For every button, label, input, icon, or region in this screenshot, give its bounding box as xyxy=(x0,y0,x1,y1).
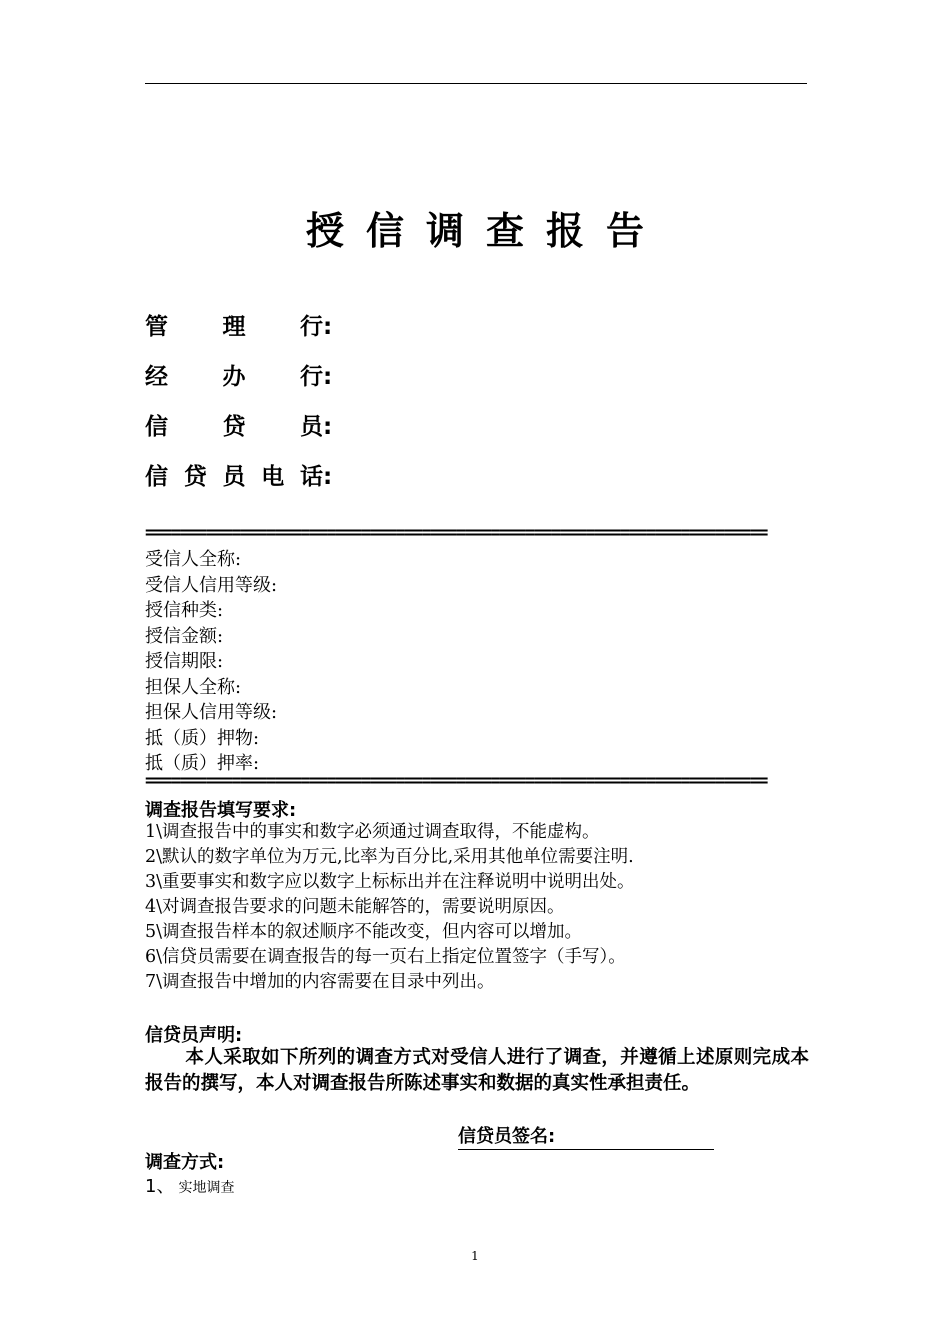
declaration-text-block xyxy=(145,1045,809,1097)
list-item: 担保人信用等级: xyxy=(145,702,278,723)
borrower-info-list xyxy=(145,547,277,777)
list-item: 抵（质）押物: xyxy=(145,727,260,749)
list-item: 受信人信用等级: xyxy=(145,574,278,596)
field-handling-branch xyxy=(145,358,332,392)
list-item-number: 1、 xyxy=(145,1176,175,1197)
separator-line: ======================================================================== xyxy=(145,523,767,543)
label-char: 行 xyxy=(300,314,323,340)
page-number: 1 xyxy=(471,1249,479,1263)
field-label-text xyxy=(145,408,323,441)
field-colon: : xyxy=(323,464,333,490)
list-item: 6\信贷员需要在调查报告的每一页右上指定位置签字（手写）。 xyxy=(145,947,626,967)
declaration-text: 本人采取如下所列的调查方式对受信人进行了调查，并遵循上述原则完成本报告的撰写，本人对调查报告所陈述事实和数据的真实性承担责任。 xyxy=(145,1047,809,1094)
list-item: 5\调查报告样本的叙述顺序不能改变，但内容可以增加。 xyxy=(145,922,583,942)
label-char: 贷 xyxy=(222,414,246,440)
list-item: 7\调查报告中增加的内容需要在目录中列出。 xyxy=(145,972,495,992)
list-item: 抵（质）押率: xyxy=(145,753,260,774)
signature-label: 信贷员签名: xyxy=(458,1126,556,1147)
list-item: 授信金额: xyxy=(145,625,224,647)
field-label xyxy=(145,458,323,491)
label-char: 行 xyxy=(300,364,323,390)
list-item: 4\对调查报告要求的问题未能解答的，需要说明原因。 xyxy=(145,897,565,917)
requirements-list xyxy=(145,820,635,995)
separator-line: ======================================================================== xyxy=(145,771,767,791)
label-char: 办 xyxy=(222,364,246,390)
field-label xyxy=(145,408,323,441)
label-char: 贷 xyxy=(183,464,207,490)
field-managing-branch xyxy=(145,308,332,342)
label-char: 员 xyxy=(300,414,323,440)
list-item: 3\重要事实和数字应以数字上标标出并在注释说明中说明出处。 xyxy=(145,872,635,892)
requirements-title: 调查报告填写要求: xyxy=(145,800,297,821)
field-colon: : xyxy=(323,414,333,440)
field-label xyxy=(145,358,323,391)
list-item xyxy=(145,1172,234,1198)
label-char: 员 xyxy=(222,464,246,490)
label-char: 信 xyxy=(145,464,168,490)
list-item: 1\调查报告中的事实和数字必须通过调查取得，不能虚构。 xyxy=(145,822,600,842)
survey-method-title: 调查方式: xyxy=(145,1152,225,1173)
header-rule xyxy=(145,83,807,84)
field-colon: : xyxy=(323,364,333,390)
label-char: 信 xyxy=(145,414,168,440)
list-item: 授信种类: xyxy=(145,600,224,621)
field-loan-officer xyxy=(145,408,332,442)
field-label-text xyxy=(145,458,323,491)
label-char: 电 xyxy=(261,464,285,490)
field-colon: : xyxy=(323,314,333,340)
label-char: 管 xyxy=(145,314,168,340)
list-item: 授信期限: xyxy=(145,651,224,672)
field-label-text xyxy=(145,358,323,391)
field-loan-officer-phone xyxy=(145,458,332,492)
label-char: 经 xyxy=(145,364,168,390)
signature-line xyxy=(458,1122,714,1150)
declaration-title: 信贷员声明: xyxy=(145,1025,243,1046)
page-title: 授信调查报告 xyxy=(305,209,666,253)
list-item-text: 实地调查 xyxy=(178,1180,235,1196)
list-item: 受信人全称: xyxy=(145,549,242,570)
field-label-text xyxy=(145,308,323,341)
list-item: 担保人全称: xyxy=(145,676,242,698)
list-item: 2\默认的数字单位为万元,比率为百分比,采用其他单位需要注明. xyxy=(145,847,634,867)
label-char: 话 xyxy=(300,464,323,490)
field-label xyxy=(145,308,323,341)
label-char: 理 xyxy=(222,314,246,340)
